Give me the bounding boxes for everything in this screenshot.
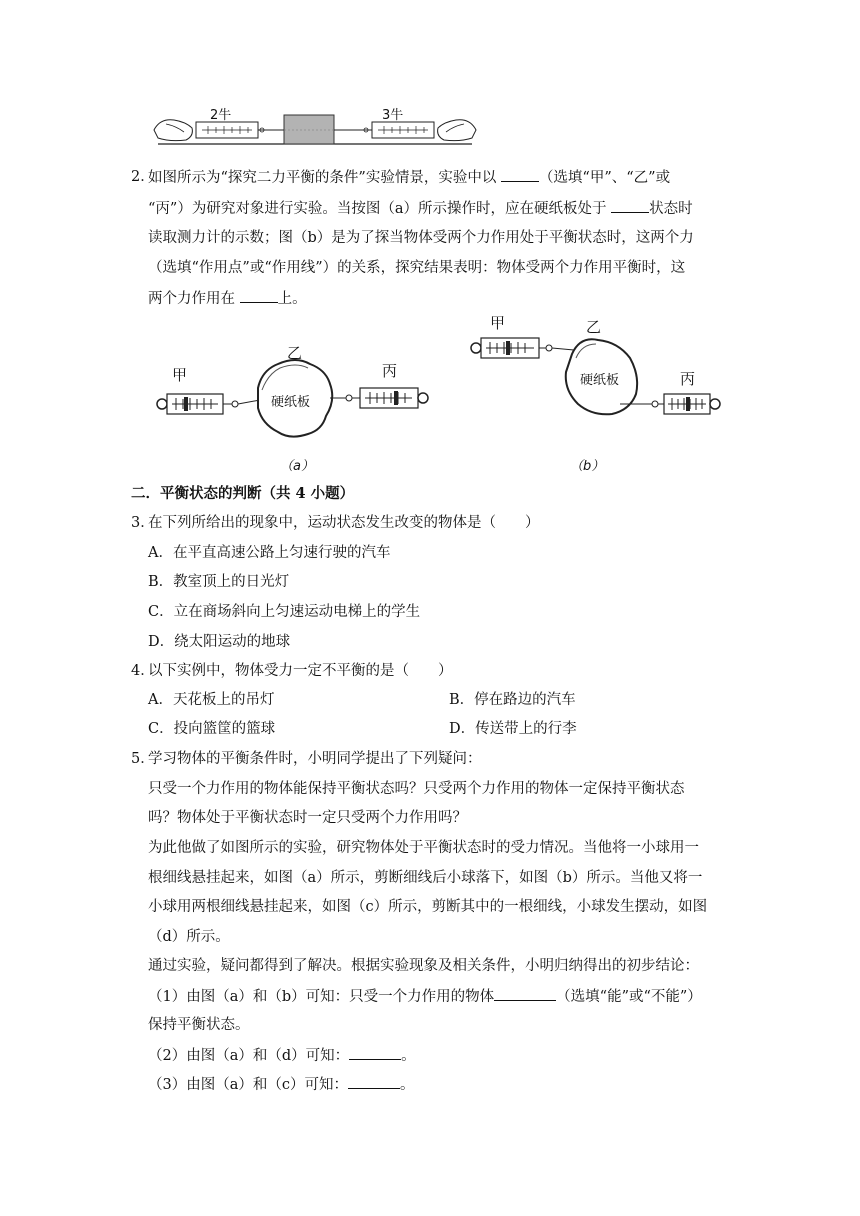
right-scale-label: 3牛 xyxy=(382,108,404,123)
question-5-paragraph-2-line-2: 根细线悬挂起来，如图（a）所示，剪断细线后小球落下，如图（b）所示。当他又将一 xyxy=(148,870,703,886)
question-5-paragraph-1-line-2: 吗？物体处于平衡状态时一定只受两个力作用吗？ xyxy=(148,810,467,826)
figure-b-jia: 甲 xyxy=(490,314,506,332)
figure-a-yi: 乙 xyxy=(287,344,303,362)
figure-b-cardboard-rotated xyxy=(462,310,722,480)
figure-a-jia: 甲 xyxy=(172,366,188,384)
figure-a-bing: 丙 xyxy=(382,362,398,380)
question-3-option-a[interactable]: A．在平直高速公路上匀速行驶的汽车 xyxy=(148,545,391,561)
answer-blank-sub-3[interactable] xyxy=(348,1074,400,1089)
question-5-sub-2: （2）由图（a）和（d）可知： 。 xyxy=(148,1045,416,1066)
figure-b-board-label: 硬纸板 xyxy=(580,373,620,388)
question-4-option-c[interactable]: C．投向篮筐的篮球 xyxy=(148,721,276,737)
answer-blank-sub-2[interactable] xyxy=(349,1045,401,1060)
section-2-heading: 二．平衡状态的判断（共 4 小题） xyxy=(131,485,355,502)
question-2-line-3: 读取测力计的示数；图（b）是为了探当物体受两个力作用处于平衡状态时，这两个力 xyxy=(148,230,694,246)
left-scale-label: 2牛 xyxy=(210,108,232,123)
question-4-option-d[interactable]: D．传送带上的行李 xyxy=(449,721,577,737)
question-5-sub-1-cont: 保持平衡状态。 xyxy=(148,1017,250,1033)
figure-a-caption: （a） xyxy=(280,459,314,474)
figure-b-caption: （b） xyxy=(570,459,605,474)
question-5-paragraph-2-line-3: 小球用两根细线悬挂起来，如图（c）所示，剪断其中的一根细线，小球发生摆动，如图 xyxy=(148,899,708,915)
question-5-paragraph-2-line-4: （d）所示。 xyxy=(148,929,230,945)
question-5-paragraph-3: 通过实验，疑问都得到了解决。根据实验现象及相关条件，小明归纳得出的初步结论： xyxy=(148,958,699,974)
figure-b-yi: 乙 xyxy=(586,318,602,336)
question-2-line-2: “丙”）为研究对象进行实验。当按图（a）所示操作时，应在硬纸板处于 状态时 xyxy=(148,198,693,219)
question-2-number: 2． xyxy=(131,169,155,185)
question-5-sub-3: （3）由图（a）和（c）可知： 。 xyxy=(148,1074,415,1095)
answer-blank-state[interactable] xyxy=(611,198,649,213)
question-5-paragraph-1-line-1: 只受一个力作用的物体能保持平衡状态吗？只受两个力作用的物体一定保持平衡状态 xyxy=(148,781,685,797)
answer-blank-line[interactable] xyxy=(240,288,278,303)
question-5-stem: 学习物体的平衡条件时，小明同学提出了下列疑问： xyxy=(148,751,482,767)
question-3-option-c[interactable]: C．立在商场斜向上匀速运动电梯上的学生 xyxy=(148,604,421,620)
figure-a-cardboard-equilibrium xyxy=(150,340,440,480)
question-4-number: 4． xyxy=(131,663,155,679)
question-5-paragraph-2-line-1: 为此他做了如图所示的实验，研究物体处于平衡状态时的受力情况。当他将一小球用一 xyxy=(148,840,699,856)
answer-blank-sub-1[interactable] xyxy=(494,986,556,1001)
question-5-number: 5． xyxy=(131,751,155,767)
figure-spring-scales-block xyxy=(150,100,480,150)
question-3-option-d[interactable]: D．绕太阳运动的地球 xyxy=(148,634,291,650)
question-3-option-b[interactable]: B．教室顶上的日光灯 xyxy=(148,574,290,590)
question-4-option-a[interactable]: A．天花板上的吊灯 xyxy=(148,692,275,708)
question-4-option-b[interactable]: B．停在路边的汽车 xyxy=(449,692,576,708)
question-4-stem: 以下实例中，物体受力一定不平衡的是（ ） xyxy=(148,663,453,679)
question-2-line-5: 两个力作用在 上。 xyxy=(148,288,307,309)
question-2-line-1: 如图所示为“探究二力平衡的条件”实验情景，实验中以 （选填“甲”、“乙”或 xyxy=(148,167,670,188)
question-2-line-4: （选填“作用点”或“作用线”）的关系，探究结果表明：物体受两个力作用平衡时，这 xyxy=(148,260,686,276)
answer-blank-object[interactable] xyxy=(501,167,539,182)
figure-b-bing: 丙 xyxy=(680,370,696,388)
question-3-number: 3． xyxy=(131,515,155,531)
question-3-stem: 在下列所给出的现象中，运动状态发生改变的物体是（ ） xyxy=(148,515,540,531)
figure-a-board-label: 硬纸板 xyxy=(271,395,311,410)
question-5-sub-1: （1）由图（a）和（b）可知：只受一个力作用的物体 （选填“能”或“不能”） xyxy=(148,986,702,1007)
